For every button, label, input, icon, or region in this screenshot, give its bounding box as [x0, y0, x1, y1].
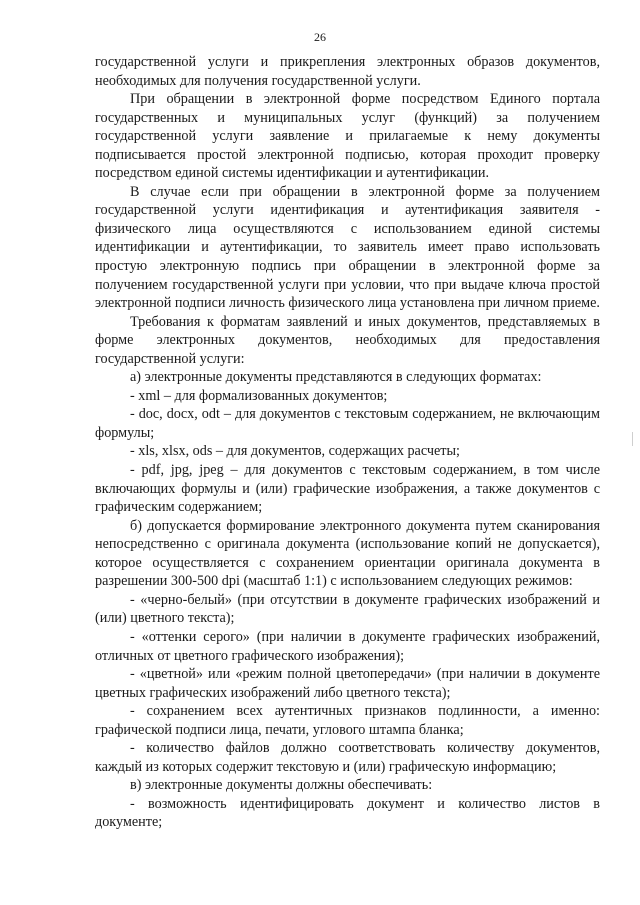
list-item: - возможность идентифицировать документ и количество листов в документе; — [95, 795, 600, 831]
scan-artifact-mark — [632, 432, 639, 446]
page-number: 26 — [314, 30, 326, 44]
list-item: - «черно-белый» (при отсутствии в документе графических изображений и (или) цветного текста); — [95, 591, 600, 627]
list-item: - «оттенки серого» (при наличии в документе графических изображений, отличных от цветного графического изображения); — [95, 628, 600, 664]
list-item: - xls, xlsx, ods – для документов, содержащих расчеты; — [130, 443, 460, 460]
paragraph: При обращении в электронной форме посредством Единого портала государственных и муниципальных услуг (функций) за получением государственной услуги заявление и прилагаемые к нему документы подписывается простой электронной подписью, которая проходит проверку посредством единой системы идентификации и аутентификации. — [95, 91, 600, 182]
list-item: - сохранением всех аутентичных признаков подлинности, а именно: графической подписи лица, печати, углового штампа бланка; — [95, 703, 600, 738]
list-item: а) электронные документы представляются в следующих форматах: — [130, 369, 542, 386]
list-item: б) допускается формирование электронного документа путем сканирования непосредственно с оригинала документа (использование копий не допускается), которое осуществляется с сохранением ориентации оригинала документа в разрешении 300-500 dpi (масштаб 1:1) с использованием следующих режимов: — [95, 517, 600, 590]
list-item: - количество файлов должно соответствовать количеству документов, каждый из которых содержит текстовую и (или) графическую информацию; — [95, 740, 600, 775]
list-item: - pdf, jpg, jpeg – для документов с текстовым содержанием, в том числе включающих формулы и (или) графические изображения, а также документов с графическим содержанием; — [95, 462, 600, 516]
paragraph: государственной услуги и прикрепления электронных образов документов, необходимых для получения государственной услуги. — [95, 54, 600, 89]
list-item: - doc, docx, odt – для документов с текстовым содержанием, не включающим формулы; — [95, 406, 600, 441]
list-item: в) электронные документы должны обеспечивать: — [130, 777, 433, 794]
list-item: - «цветной» или «режим полной цветопередачи» (при наличии в документе цветных графических изображений либо цветного текста); — [95, 666, 600, 701]
body-text — [95, 53, 600, 832]
paragraph: Требования к форматам заявлений и иных документов, представляемых в форме электронных документов, необходимых для предоставления государственной услуги: — [95, 313, 600, 367]
paragraph: В случае если при обращении в электронной форме за получением государственной услуги идентификация и аутентификация заявителя - физического лица осуществляются с использованием единой системы идентификации и аутентификации, то заявитель имеет право использовать простую электронную подпись при обращении в электронной форме за получением государственной услуги при условии, что при выдаче ключа простой электронной подписи личность физического лица установлена при личном приеме. — [95, 183, 600, 312]
list-item: - xml – для формализованных документов; — [130, 387, 388, 404]
